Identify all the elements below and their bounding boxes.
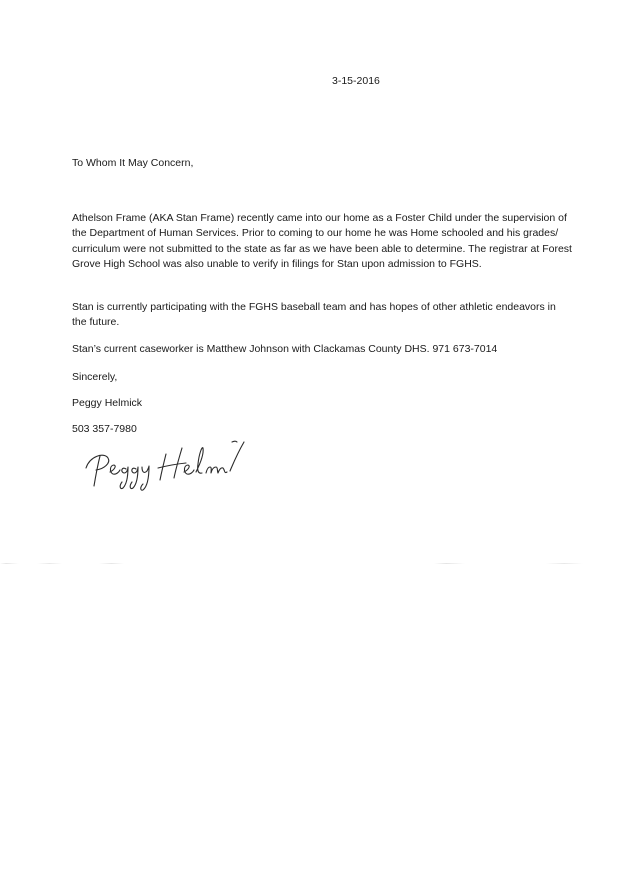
letter-closing: Sincerely,: [72, 371, 118, 383]
body-paragraph-2: Stan is currently participating with the FGHS baseball team and has hopes of other athletic endeavors in the future.: [72, 301, 556, 329]
letter-date: 3-15-2016: [332, 75, 380, 87]
handwritten-signature: [82, 436, 282, 496]
scan-artifact-line: [0, 563, 620, 564]
body-paragraph-3: Stan’s current caseworker is Matthew Johnson with Clackamas County DHS. 971 673-7014: [72, 343, 498, 355]
body-paragraph-1: Athelson Frame (AKA Stan Frame) recently came into our home as a Foster Child under the supervision of the Department of Human Services. Prior to coming to our home he was Home schooled and his grades/ curriculum were not submitted to the state as far as we have been able to determine. The registrar at Forest Grove High School was also unable to verify in filings for Stan upon admission to FGHS.: [72, 212, 572, 271]
signer-name: Peggy Helmick: [72, 397, 143, 409]
letter-greeting: To Whom It May Concern,: [72, 157, 194, 169]
signer-phone: 503 357-7980: [72, 423, 137, 435]
